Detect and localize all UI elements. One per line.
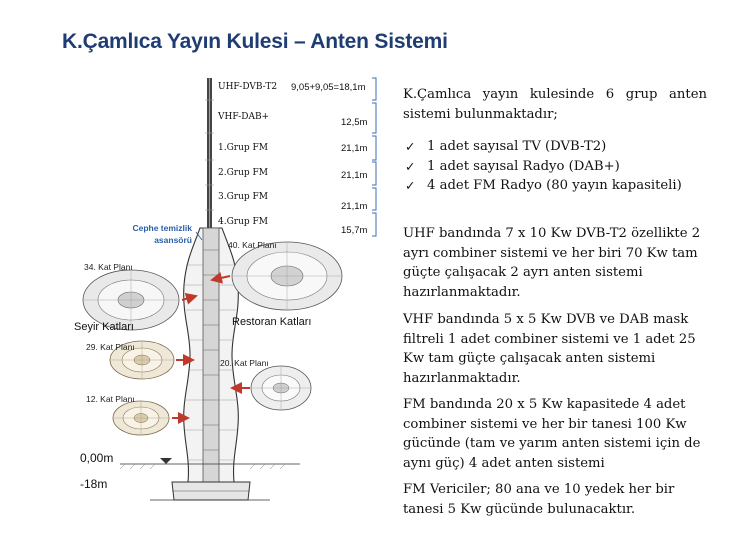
antenna-label-fm2: 2.Grup FM [218, 168, 268, 178]
floor-plan-label-20: 20. Kat Planı [220, 358, 269, 368]
antenna-label-fm4: 4.Grup FM [218, 217, 268, 227]
antenna-value-fm3: 21,1m [341, 201, 368, 212]
elevation-ground: 0,00m [80, 451, 114, 465]
floor-plan-20 [251, 366, 311, 410]
vhf-paragraph: VHF bandında 5 x 5 Kw DVB ve DAB mask filtreli 1 adet combiner sistemi ve 1 adet 25 Kw tam güçte çalışacak anten sistemi hazırlanmaktadır. [403, 312, 696, 386]
page-title: K.Çamlıca Yayın Kulesi – Anten Sistemi [62, 30, 448, 53]
floor-plan-label-40: 40. Kat Planı [228, 240, 277, 250]
antenna-value-fm4: 15,7m [341, 225, 368, 236]
antenna-label-uhf: UHF-DVB-T2 [218, 82, 278, 92]
antenna-value-uhf: 9,05+9,05=18,1m [291, 82, 366, 93]
antenna-checklist [403, 137, 682, 196]
antenna-value-fm1: 21,1m [341, 143, 368, 154]
check-icon: ✓ [405, 139, 416, 154]
antenna-label-fm3: 3.Grup FM [218, 192, 268, 202]
elevator-label: Cephe temizlik asansörü [132, 223, 192, 245]
fm-paragraph: FM bandında 20 x 5 Kw kapasitede 4 adet combiner sistemi ve her bir tanesi 100 Kw gücünde (tam ve yarım anten sistemi için de aynı güç) 4 adet anten sistemi [403, 397, 701, 471]
checklist-item: ✓ 1 adet sayısal TV (DVB-T2) [403, 137, 682, 157]
antenna-value-fm2: 21,1m [341, 170, 368, 181]
seyir-label: Seyir Katları [74, 321, 134, 333]
floor-plan-40 [232, 242, 342, 310]
antenna-value-vhf: 12,5m [341, 117, 368, 128]
checklist-item: ✓ 4 adet FM Radyo (80 yayın kapasiteli) [403, 176, 682, 196]
check-icon: ✓ [405, 178, 416, 193]
elevation-below: -18m [80, 477, 108, 491]
verici-paragraph: FM Vericiler; 80 ana ve 10 yedek her bir tanesi 5 Kw gücünde bulunacaktır. [403, 482, 675, 517]
check-icon: ✓ [405, 158, 416, 174]
floor-plan-label-12: 12. Kat Planı [86, 394, 135, 404]
antenna-brackets [372, 78, 376, 236]
floor-plan-label-29: 29. Kat Planı [86, 342, 135, 352]
checklist-item: ✓ 1 adet sayısal Radyo (DAB+) [403, 157, 682, 177]
floor-plan-label-34: 34. Kat Planı [84, 262, 133, 272]
antenna-label-vhf: VHF-DAB+ [218, 112, 270, 122]
floor-plan-12 [113, 401, 169, 435]
antenna-mast [205, 78, 214, 228]
antenna-label-fm1: 1.Grup FM [218, 143, 268, 153]
intro-text: K.Çamlıca yayın kulesinde 6 grup anten sistemi bulunmaktadır; [403, 87, 707, 122]
uhf-paragraph: UHF bandında 7 x 10 Kw DVB-T2 özellikte 2 ayrı combiner sistemi ve her biri 70 Kw tam güçte çalışacak 2 ayrı anten sistemi hazırlanmaktadır. [403, 226, 701, 300]
restoran-label: Restoran Katları [232, 316, 312, 328]
